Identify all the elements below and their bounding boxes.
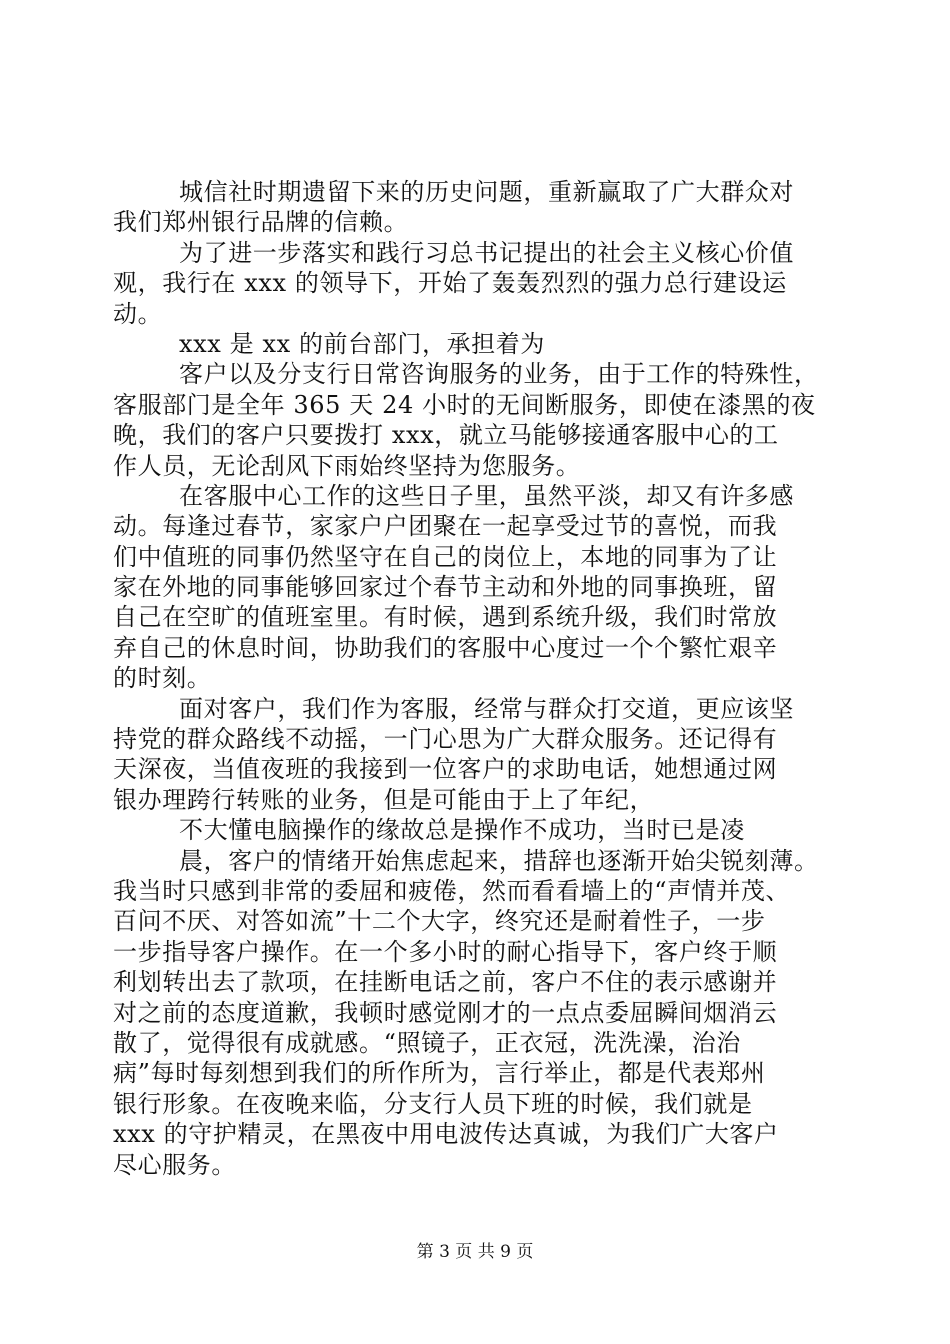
text-line: 客户以及分支行日常咨询服务的业务，由于工作的特殊性， — [179, 360, 819, 389]
text-line: 天深夜，当值夜班的我接到一位客户的求助电话，她想通过网 — [113, 755, 778, 784]
text-line: 家在外地的同事能够回家过个春节主动和外地的同事换班，留 — [113, 573, 778, 602]
text-line: 我们郑州银行品牌的信赖。 — [113, 208, 409, 237]
text-line: 动。每逢过春节，家家户户团聚在一起享受过节的喜悦，而我 — [113, 512, 778, 541]
text-line: 一步指导客户操作。在一个多小时的耐心指导下，客户终于顺 — [113, 937, 778, 966]
text-line: 晨，客户的情绪开始焦虑起来，措辞也逐渐开始尖锐刻薄。 — [179, 846, 819, 875]
text-line: 对之前的态度道歉，我顿时感觉刚才的一点点委屈瞬间烟消云 — [113, 998, 778, 1027]
text-line: 尽心服务。 — [113, 1150, 236, 1179]
text-line: 病”每时每刻想到我们的所作所为，言行举止，都是代表郑州 — [113, 1059, 766, 1088]
text-line: 晚，我们的客户只要拨打 xxx，就立马能够接通客服中心的工 — [113, 421, 779, 450]
text-line: 城信社时期遗留下来的历史问题，重新赢取了广大群众对 — [179, 178, 794, 206]
text-line: 作人员，无论刮风下雨始终坚持为您服务。 — [113, 451, 581, 480]
text-line: 银办理跨行转账的业务，但是可能由于上了年纪， — [113, 785, 655, 814]
text-line: 持党的群众路线不动摇，一门心思为广大群众服务。还记得有 — [113, 725, 778, 754]
text-line: 客服部门是全年 365 天 24 小时的无间断服务，即使在漆黑的夜 — [113, 390, 816, 419]
document-body — [113, 177, 838, 1180]
text-line: 不大懂电脑操作的缘故总是操作不成功，当时已是凌 — [179, 816, 745, 845]
text-line: 弃自己的休息时间，协助我们的客服中心度过一个个繁忙艰辛 — [113, 633, 778, 662]
text-line: 我当时只感到非常的委屈和疲倦，然而看看墙上的“声情并茂、 — [113, 876, 791, 905]
text-line: xxx 是 xx 的前台部门，承担着为 — [179, 329, 545, 358]
text-line: 银行形象。在夜晚来临，分支行人员下班的时候，我们就是 — [113, 1089, 753, 1118]
text-line: 面对客户，我们作为客服，经常与群众打交道，更应该坚 — [179, 694, 794, 723]
text-line: xxx 的守护精灵，在黑夜中用电波传达真诚，为我们广大客户 — [113, 1120, 779, 1149]
text-line: 观，我行在 xxx 的领导下，开始了轰轰烈烈的强力总行建设运 — [113, 269, 787, 298]
text-line: 百问不厌、对答如流”十二个大字，终究还是耐着性子，一步 — [113, 907, 766, 936]
text-line: 们中值班的同事仍然坚守在自己的岗位上，本地的同事为了让 — [113, 542, 778, 571]
text-line: 散了，觉得很有成就感。“照镜子，正衣冠，洗洗澡，治治 — [113, 1028, 741, 1057]
text-line: 利划转出去了款项，在挂断电话之前，客户不住的表示感谢并 — [113, 968, 778, 997]
text-line: 动。 — [113, 299, 163, 328]
text-line: 自己在空旷的值班室里。有时候，遇到系统升级，我们时常放 — [113, 603, 778, 632]
text-line: 在客服中心工作的这些日子里，虽然平淡，却又有许多感 — [179, 481, 794, 510]
text-line: 的时刻。 — [113, 664, 212, 693]
page-number-footer: 第 3 页 共 9 页 — [416, 1242, 534, 1262]
text-line: 为了进一步落实和践行习总书记提出的社会主义核心价值 — [179, 238, 794, 267]
